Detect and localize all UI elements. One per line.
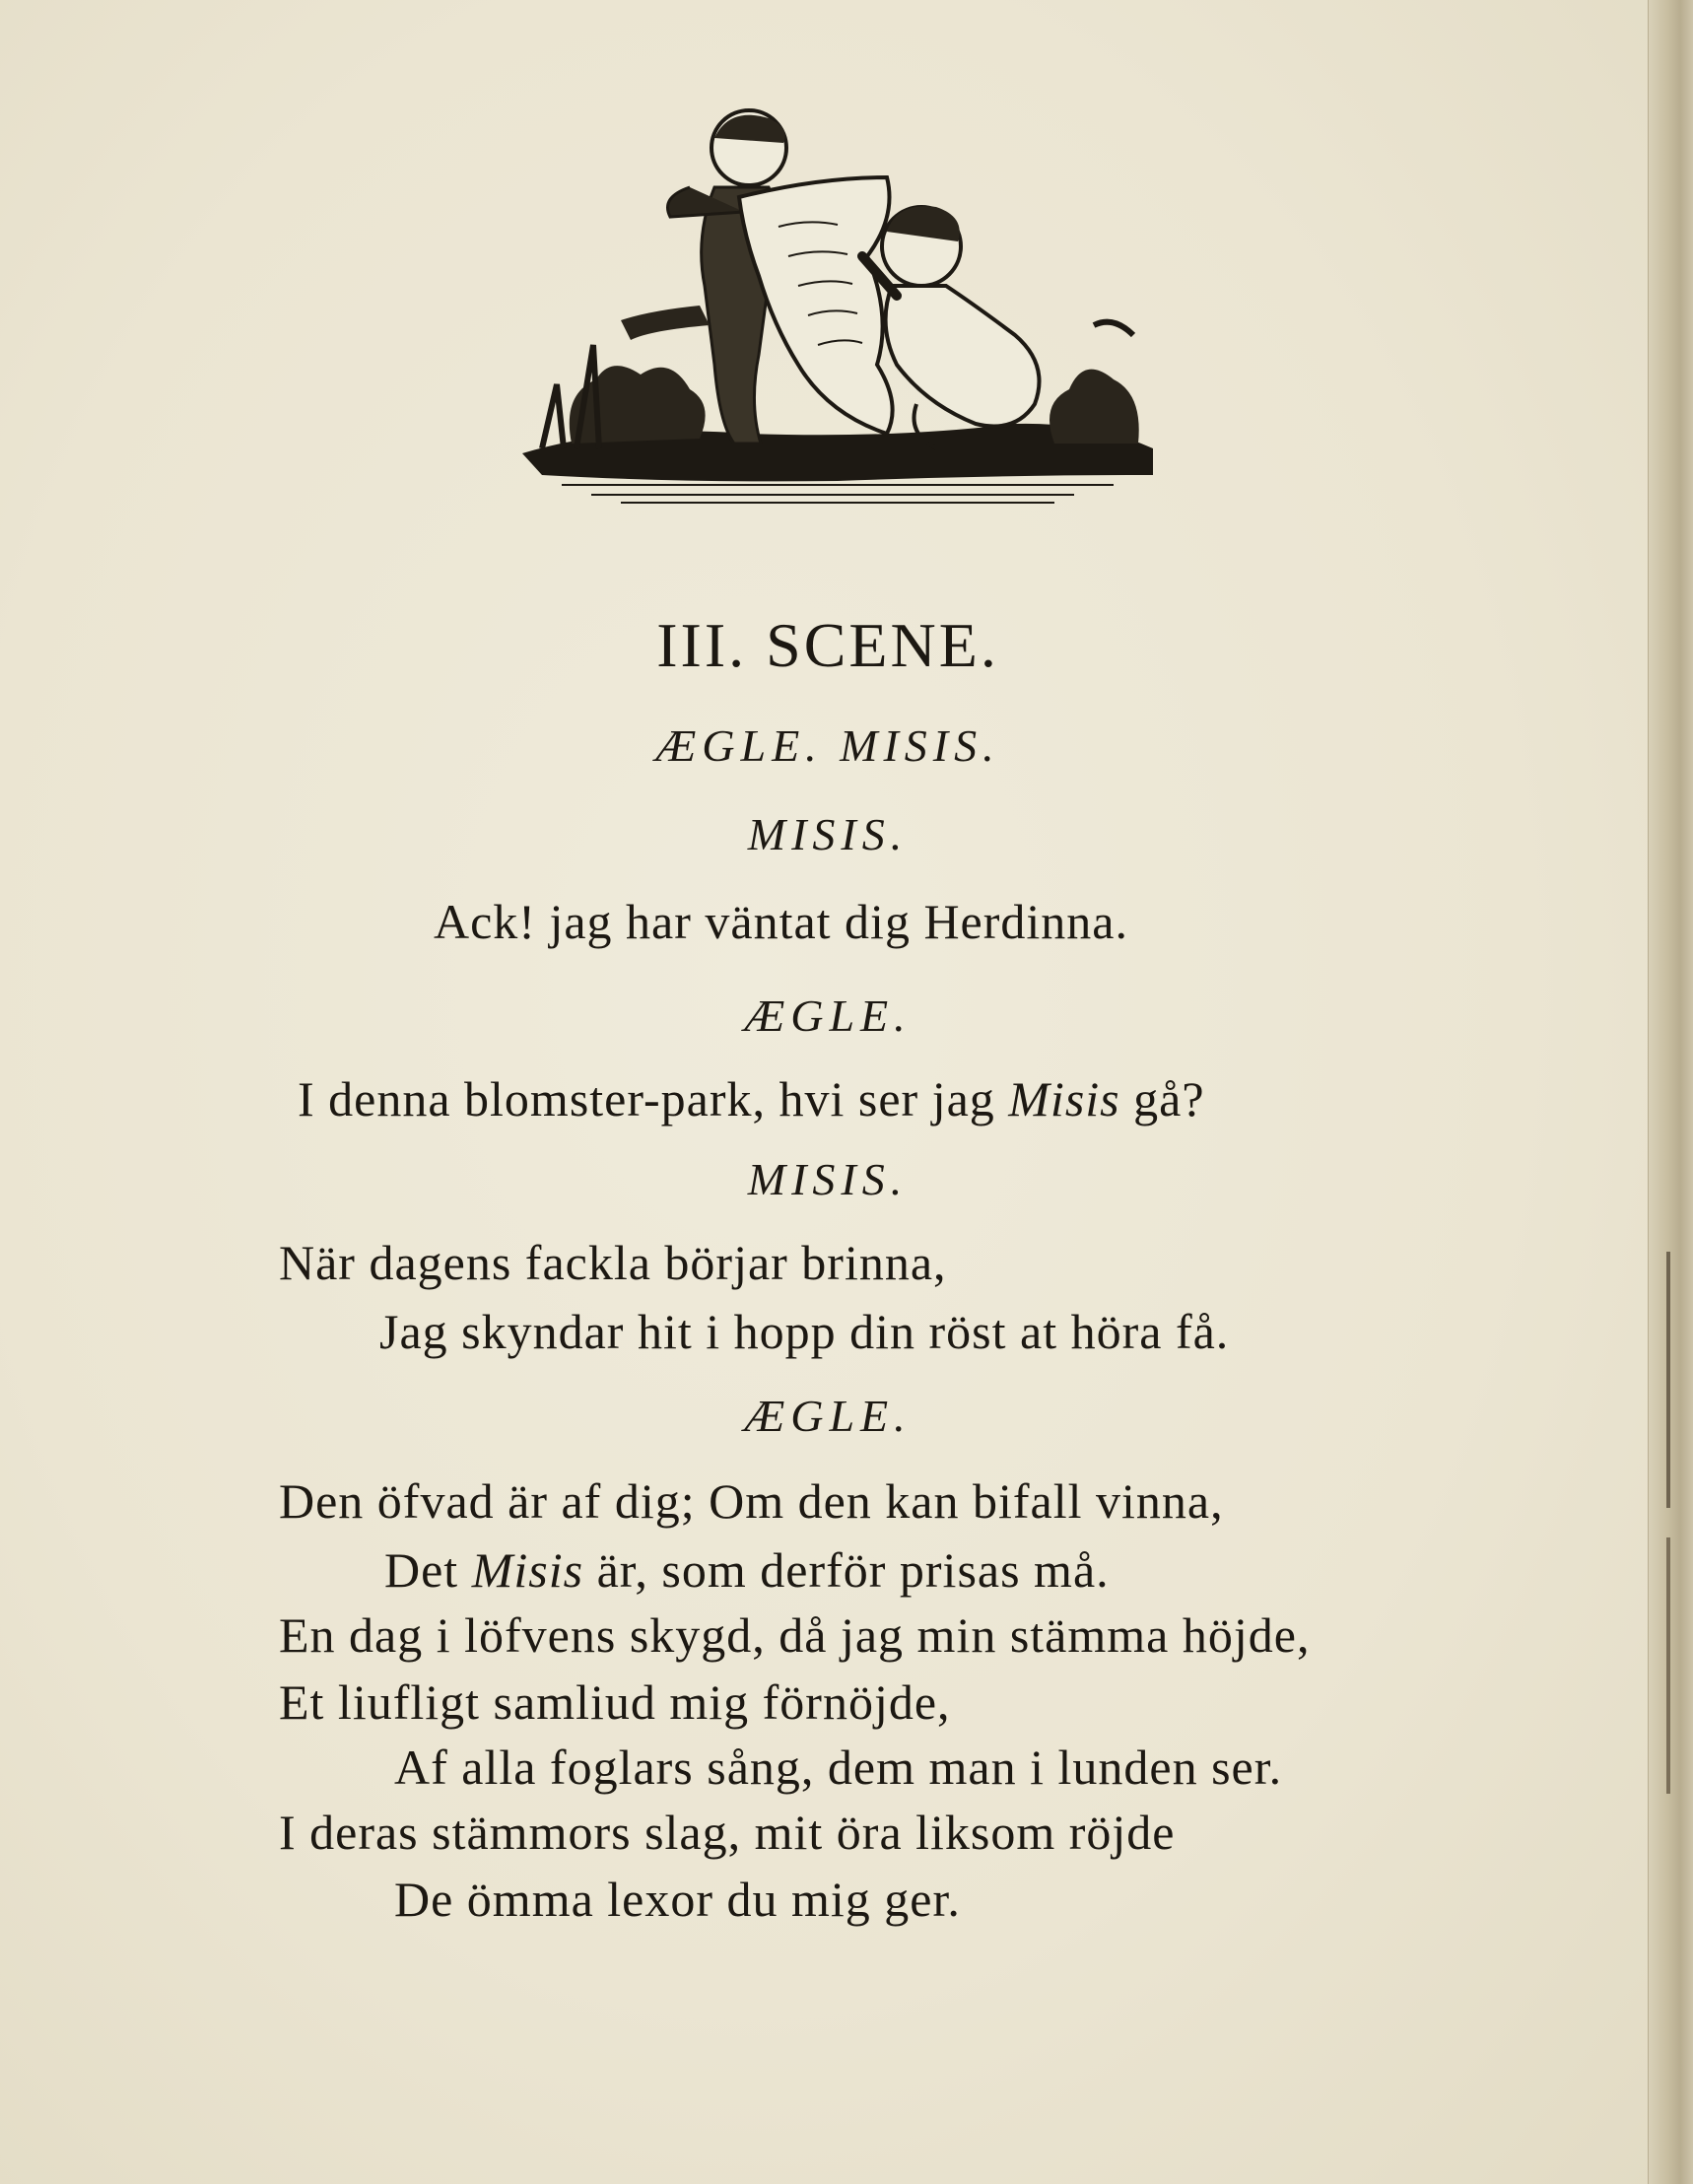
dialogue-line: En dag i löfvens skygd, då jag min stämma höjde, <box>279 1607 1311 1663</box>
dialogue-line: De ömma lexor du mig ger. <box>394 1872 961 1927</box>
book-gutter <box>1648 0 1693 2184</box>
two-cherubs-with-scroll-engraving-icon <box>503 108 1173 532</box>
dialogue-line: I deras stämmors slag, mit öra liksom röjde <box>279 1805 1176 1860</box>
binding-seam <box>1666 1537 1670 1794</box>
speaker-misis: MISIS. <box>747 1154 909 1204</box>
dialogue-line: Et liufligt samliud mig förnöjde, <box>279 1674 951 1730</box>
dialogue-line: Jag skyndar hit i hopp din röst at höra få. <box>379 1304 1230 1359</box>
dialogue-line: Af alla foglars sång, dem man i lunden ser. <box>394 1740 1283 1795</box>
dialogue-line: Det Misis är, som derför prisas må. <box>384 1542 1110 1598</box>
dialogue-line: Ack! jag har väntat dig Herdinna. <box>434 894 1128 949</box>
speaker-aegle: ÆGLE. <box>744 1391 912 1441</box>
scene-characters: ÆGLE. MISIS. <box>655 720 1000 771</box>
dialogue-line: I denna blomster-park, hvi ser jag Misis gå? <box>298 1071 1205 1126</box>
scene-heading: III. SCENE. <box>656 610 999 680</box>
speaker-aegle: ÆGLE. <box>744 990 912 1041</box>
dialogue-line: Den öfvad är af dig; Om den kan bifall vinna, <box>279 1473 1224 1529</box>
speaker-misis: MISIS. <box>747 809 909 859</box>
binding-seam <box>1666 1252 1670 1508</box>
dialogue-line: När dagens fackla börjar brinna, <box>279 1235 947 1290</box>
